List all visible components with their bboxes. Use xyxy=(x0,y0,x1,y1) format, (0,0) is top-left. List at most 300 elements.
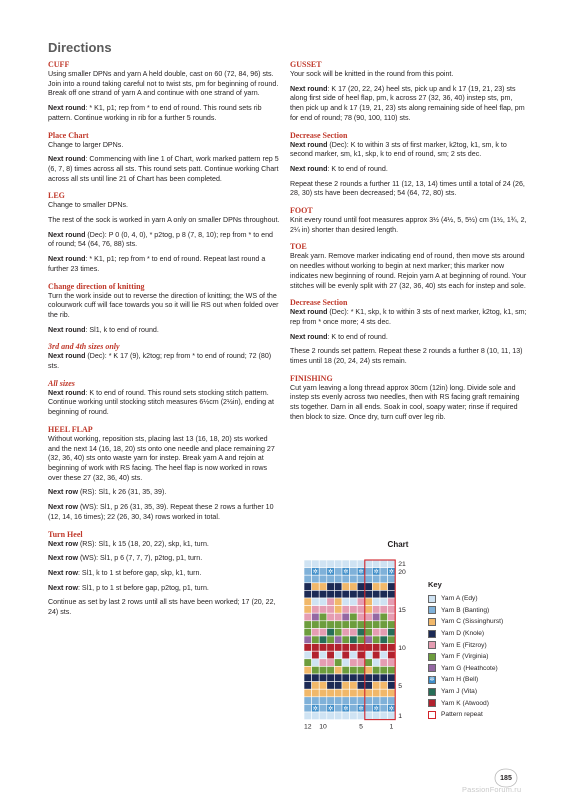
paragraph-lead: Next round xyxy=(290,164,328,173)
chart-cell xyxy=(334,644,342,652)
chart-cell-symbol: ✲ xyxy=(312,705,319,713)
chart-cell xyxy=(304,613,312,621)
chart-cell xyxy=(350,590,358,598)
chart-cell xyxy=(334,628,342,636)
section xyxy=(290,374,528,423)
chart-cell xyxy=(357,674,365,682)
chart-cell xyxy=(357,583,365,591)
chart-cell xyxy=(327,689,335,697)
chart-cell xyxy=(312,621,320,629)
chart-cell xyxy=(380,613,388,621)
chart-cell xyxy=(304,575,312,583)
key-item-label: Yarn J (Vita) xyxy=(441,688,478,696)
chart-row-label: 21 xyxy=(398,561,406,569)
paragraph xyxy=(290,165,528,175)
chart-cell xyxy=(380,666,388,674)
yarn-swatch: ✲ xyxy=(429,676,435,683)
chart-cell xyxy=(380,636,388,644)
paragraph-lead: Next round xyxy=(48,155,86,164)
chart-cell-symbol: ✲ xyxy=(388,568,395,576)
chart-cell xyxy=(372,666,380,674)
chart-cell xyxy=(372,712,380,720)
chart-cell xyxy=(388,674,396,682)
chart-cell xyxy=(380,628,388,636)
chart-cell xyxy=(380,575,388,583)
chart-cell xyxy=(388,659,396,667)
chart-cell xyxy=(304,666,312,674)
chart-cell xyxy=(342,583,350,591)
yarn-swatch xyxy=(428,630,436,638)
yarn-swatch xyxy=(428,653,436,661)
paragraph-text: : K 17 (20, 22, 24) heel sts, pick up and k 17 (19, 21, 23) sts along first side of heel flap, pm, k across 27 (32, 36, 40) instep sts, pm, then pick up and k 17 (19, 21, 23) sts along remaining side of heel flap, pm for end of round; 78 (90, 100, 110) sts. xyxy=(290,84,525,122)
chart-cell xyxy=(327,575,335,583)
chart-cell xyxy=(372,583,380,591)
paragraph-text: Change to smaller DPNs. xyxy=(48,201,129,210)
chart-cell xyxy=(350,704,358,712)
chart-cell xyxy=(372,613,380,621)
paragraph xyxy=(290,308,528,327)
chart-cell xyxy=(388,628,396,636)
chart-cell xyxy=(312,598,320,606)
section-heading: All sizes xyxy=(48,378,75,388)
chart-cell xyxy=(372,674,380,682)
chart-cell xyxy=(372,575,380,583)
paragraph-text: : * K1, p1; rep from * to end of round. This round sets rib pattern. Continue working in rib for a further 5 rounds. xyxy=(48,104,262,122)
chart-cell xyxy=(365,674,373,682)
chart-cell xyxy=(350,560,358,568)
paragraph-lead: Next row xyxy=(48,568,78,577)
chart-cell xyxy=(312,575,320,583)
chart-cell xyxy=(334,560,342,568)
chart-cell xyxy=(304,659,312,667)
chart-grid-svg xyxy=(298,558,448,748)
paragraph-lead: Next row xyxy=(48,554,78,563)
section xyxy=(48,60,280,124)
chart-cell xyxy=(380,689,388,697)
chart-cell xyxy=(327,598,335,606)
paragraph xyxy=(290,180,528,199)
chart-cell xyxy=(334,575,342,583)
key-item xyxy=(428,616,538,628)
key-item-label: Yarn F (Virginia) xyxy=(441,653,489,661)
chart-cell xyxy=(365,583,373,591)
chart-cell xyxy=(342,598,350,606)
chart-cell xyxy=(372,697,380,705)
paragraph-text: Cut yarn leaving a long thread approx 30cm (12in) long. Divide sole and instep sts evenly across two needles, then with RS facing graft remaining sts together. Darn in all ends. Soak in cool, soapy water; rinse if required then block to size. Once dry, turn cuff over leg rib. xyxy=(290,383,520,421)
chart-cell xyxy=(304,583,312,591)
chart-cell xyxy=(350,697,358,705)
chart-cell xyxy=(327,621,335,629)
chart-cell xyxy=(334,598,342,606)
key-item xyxy=(428,639,538,651)
chart-row-label: 1 xyxy=(398,713,402,721)
chart-cell xyxy=(388,606,396,614)
chart-cell xyxy=(319,682,327,690)
chart-cell xyxy=(312,583,320,591)
chart-cell xyxy=(319,613,327,621)
paragraph-lead: Next round xyxy=(290,140,328,149)
chart-cell xyxy=(388,583,396,591)
chart-cell xyxy=(334,697,342,705)
key-item xyxy=(428,651,538,663)
section-heading: CUFF xyxy=(48,60,70,69)
chart-cell xyxy=(372,659,380,667)
chart-cell xyxy=(350,583,358,591)
watermark: PassionForum.ru xyxy=(462,785,522,794)
paragraph-text: (Dec): P 0 (0, 4, 0), * p2tog, p 8 (7, 8, 10); rep from * to end of round; 54 (64, 76, 88) sts. xyxy=(48,230,274,249)
chart-cell xyxy=(319,651,327,659)
chart-cell xyxy=(380,712,388,720)
chart-cell xyxy=(304,621,312,629)
chart-cell xyxy=(365,704,373,712)
paragraph-text: : K to end of round. This round sets stocking stitch pattern. Continue working until stocking stitch measures 6½cm (2½in), ending at beginning of round. xyxy=(48,388,274,417)
chart-cell xyxy=(350,659,358,667)
chart-cell xyxy=(312,674,320,682)
section-heading: 3rd and 4th sizes only xyxy=(48,342,120,352)
key-list xyxy=(428,593,538,721)
chart-cell xyxy=(334,621,342,629)
section xyxy=(48,191,280,274)
chart-cell xyxy=(357,613,365,621)
paragraph-text: (RS): Sl1, k 26 (31, 35, 39). xyxy=(77,488,167,497)
chart-cell xyxy=(350,575,358,583)
chart-cell xyxy=(372,628,380,636)
chart-cell xyxy=(372,682,380,690)
paragraph xyxy=(48,292,280,321)
chart-cell xyxy=(334,659,342,667)
paragraph-text: : * K1, p1; rep from * to end of round. Repeat last round a further 23 times. xyxy=(48,255,266,273)
paragraph xyxy=(290,252,528,291)
paragraph xyxy=(48,155,280,184)
chart-cell xyxy=(365,628,373,636)
paragraph-text: Knit every round until foot measures approx 3½ (4½, 5, 5½) cm (1½, 1¾, 2, 2¼ in) shorter than desired length. xyxy=(290,216,527,234)
chart-cell xyxy=(342,636,350,644)
chart-cell xyxy=(342,674,350,682)
paragraph-text: Continue as set by last 2 rows until all sts have been worked; 17 (20, 22, 24) sts. xyxy=(48,598,276,617)
chart-cell xyxy=(327,636,335,644)
chart-cell xyxy=(334,583,342,591)
key-item xyxy=(428,674,538,686)
chart-cell xyxy=(350,682,358,690)
chart-cell xyxy=(327,583,335,591)
chart-cell xyxy=(334,704,342,712)
yarn-swatch xyxy=(428,606,436,614)
chart-cell xyxy=(304,628,312,636)
chart-cell xyxy=(312,682,320,690)
chart-cell xyxy=(380,704,388,712)
paragraph xyxy=(290,347,528,366)
paragraph-lead: Next round xyxy=(48,325,86,334)
chart-cell xyxy=(350,621,358,629)
section xyxy=(48,282,280,336)
key-item-label: Yarn B (Banting) xyxy=(441,606,490,614)
paragraph-text: Break yarn. Remove marker indicating end of round, then move sts around on needles without working to begin at next marker; this marker now indicates new beginning of round. Rejoin yarn A at beginning of round. Your stitches will be evenly split with 27 (32, 36, 40) sts each for instep and sole. xyxy=(290,252,527,290)
paragraph-text: (WS): Sl1, p 6 (7, 7, 7), p2tog, p1, turn. xyxy=(77,554,203,563)
paragraph-text: : K to end of round. xyxy=(327,164,388,173)
chart-cell xyxy=(372,598,380,606)
yarn-swatch xyxy=(428,641,436,649)
chart-cell xyxy=(380,598,388,606)
paragraph-text: (Dec): K to within 3 sts of first marker, k2tog, k1, sm, k to second marker, sm, k1, skp, k to end of round, sm; 2 sts dec. xyxy=(290,140,507,159)
section-heading: FINISHING xyxy=(290,373,333,383)
chart-cell xyxy=(334,590,342,598)
chart-row-label: 15 xyxy=(398,606,406,614)
chart-cell-symbol: ✲ xyxy=(358,568,364,576)
section xyxy=(48,530,280,618)
chart-cell xyxy=(357,712,365,720)
chart-cell xyxy=(312,689,320,697)
chart-cell xyxy=(304,697,312,705)
chart-cell-symbol: ✲ xyxy=(327,568,334,576)
chart-cell xyxy=(357,682,365,690)
paragraph-lead: Next round xyxy=(48,255,86,264)
chart-cell xyxy=(365,575,373,583)
paragraph xyxy=(48,352,280,371)
chart-cell xyxy=(327,659,335,667)
chart-cell xyxy=(365,697,373,705)
paragraph xyxy=(48,488,280,498)
chart-cell xyxy=(350,628,358,636)
chart-cell xyxy=(327,606,335,614)
chart-cell xyxy=(312,666,320,674)
chart-cell xyxy=(380,606,388,614)
chart-cell-symbol: ✲ xyxy=(358,705,364,713)
chart-cell xyxy=(372,651,380,659)
chart-cell-symbol: ✲ xyxy=(327,705,334,713)
chart-cell xyxy=(342,613,350,621)
key-item-label: Yarn C (Sissinghurst) xyxy=(441,618,504,626)
chart-cell xyxy=(365,590,373,598)
key-item xyxy=(428,709,538,721)
section xyxy=(290,131,528,200)
chart-cell xyxy=(372,590,380,598)
chart-cell xyxy=(342,606,350,614)
section xyxy=(290,60,528,124)
chart-cell xyxy=(357,689,365,697)
section-heading: Decrease Section xyxy=(290,298,348,308)
chart-cell xyxy=(319,621,327,629)
chart-cell xyxy=(312,613,320,621)
chart-cell xyxy=(312,659,320,667)
paragraph xyxy=(48,326,280,336)
section-heading: GUSSET xyxy=(290,60,322,69)
chart-cell xyxy=(350,644,358,652)
chart-cell xyxy=(357,651,365,659)
chart-cell xyxy=(350,606,358,614)
paragraph xyxy=(48,389,280,418)
chart-cell xyxy=(357,666,365,674)
chart-cell xyxy=(380,697,388,705)
section xyxy=(290,298,528,367)
chart-cell xyxy=(388,636,396,644)
chart-cell xyxy=(388,682,396,690)
section-heading: HEEL FLAP xyxy=(48,424,93,434)
chart-cell xyxy=(342,560,350,568)
chart-col-label: 5 xyxy=(359,723,363,731)
chart-cell xyxy=(357,636,365,644)
chart-cell xyxy=(357,621,365,629)
chart-cell-symbol: ✲ xyxy=(312,568,319,576)
key-item-label: Yarn E (Fitzroy) xyxy=(441,641,487,649)
key-title: Key xyxy=(428,580,442,589)
chart-cell xyxy=(365,636,373,644)
chart-cell xyxy=(304,598,312,606)
key-item xyxy=(428,663,538,675)
chart-cell xyxy=(350,674,358,682)
yarn-swatch xyxy=(428,664,436,672)
chart-cell xyxy=(380,621,388,629)
paragraph-lead: Next round xyxy=(290,84,328,93)
chart-cell xyxy=(319,644,327,652)
chart-cell xyxy=(388,575,396,583)
chart-cell xyxy=(334,689,342,697)
chart-cell xyxy=(304,636,312,644)
chart-cell xyxy=(312,628,320,636)
chart-cell xyxy=(312,636,320,644)
chart-cell xyxy=(304,651,312,659)
paragraph-text: Your sock will be knitted in the round from this point. xyxy=(290,70,454,78)
key-item-label: Pattern repeat xyxy=(441,711,483,719)
chart-cell xyxy=(327,628,335,636)
section xyxy=(48,425,280,523)
paragraph-lead: Next round xyxy=(48,388,86,397)
paragraph xyxy=(48,141,280,151)
chart-cell xyxy=(350,651,358,659)
section-heading: TOE xyxy=(290,242,307,252)
chart-cell xyxy=(380,651,388,659)
chart-cell xyxy=(388,666,396,674)
key-item xyxy=(428,605,538,617)
chart-key xyxy=(428,580,538,721)
chart-cell xyxy=(304,704,312,712)
chart-cell xyxy=(327,644,335,652)
paragraph xyxy=(48,231,280,250)
chart-cell xyxy=(365,659,373,667)
chart-cell xyxy=(327,651,335,659)
chart-cell-symbol: ✲ xyxy=(373,705,379,713)
paragraph-text: Using smaller DPNs and yarn A held double, cast on 60 (72, 84, 96) sts. Join into a round taking careful not to twist sts, pm for beginning of round. Break off one strand of yarn A and continue with one strand of yarn. xyxy=(48,70,279,98)
page-title: Directions xyxy=(48,40,112,55)
key-item xyxy=(428,628,538,640)
chart-cell xyxy=(312,697,320,705)
chart-cell xyxy=(372,621,380,629)
chart-cell xyxy=(372,560,380,568)
chart-col-label: 12 xyxy=(304,723,312,731)
chart-cell xyxy=(327,712,335,720)
paragraph xyxy=(48,104,280,123)
chart-cell xyxy=(365,621,373,629)
paragraph-text: (Dec): * K 17 (9), k2tog; rep from * to end of round; 72 (80) sts. xyxy=(48,352,272,371)
chart-cell xyxy=(357,606,365,614)
chart-cell xyxy=(388,697,396,705)
paragraph-text: Repeat these 2 rounds a further 11 (12, 13, 14) times until a total of 24 (26, 28, 30) sts have been decreased; 54 (64, 72, 80) sts. xyxy=(290,179,525,198)
paragraph-lead: Next row xyxy=(48,583,78,592)
paragraph xyxy=(48,554,280,564)
section-heading: LEG xyxy=(48,191,65,201)
chart-cell xyxy=(327,560,335,568)
chart-cell xyxy=(312,606,320,614)
chart-cell xyxy=(357,659,365,667)
chart-cell xyxy=(372,636,380,644)
chart-cell xyxy=(388,560,396,568)
chart-cell xyxy=(380,659,388,667)
paragraph-lead: Next round xyxy=(48,230,86,239)
section-heading: Change direction of knitting xyxy=(48,281,145,291)
chart-cell xyxy=(319,697,327,705)
chart-cell xyxy=(327,590,335,598)
paragraph-text: (RS): Sl1, k 15 (18, 20, 22), skp, k1, turn. xyxy=(77,539,209,548)
paragraph-text: (WS): Sl1, p 26 (31, 35, 39). Repeat these 2 rows a further 10 (12, 14, 16 times); 22 (26, 30, 34) rows worked in total. xyxy=(48,503,274,521)
section-heading: Decrease Section xyxy=(290,130,348,140)
paragraph-lead: Next round xyxy=(290,332,328,341)
chart-cell xyxy=(342,651,350,659)
chart-cell xyxy=(388,621,396,629)
section-heading: Place Chart xyxy=(48,130,89,140)
chart-cell xyxy=(380,682,388,690)
chart-cell xyxy=(357,575,365,583)
paragraph-lead: Next row xyxy=(48,539,78,548)
chart-cell xyxy=(365,651,373,659)
yarn-swatch xyxy=(428,699,436,707)
paragraph-text: : K to end of round. xyxy=(327,332,388,341)
chart-cell xyxy=(342,575,350,583)
paragraph xyxy=(290,85,528,124)
paragraph xyxy=(48,435,280,484)
key-item-label: Yarn K (Atwood) xyxy=(441,699,489,707)
yarn-swatch xyxy=(428,595,436,603)
chart-cell xyxy=(334,636,342,644)
chart-cell xyxy=(319,689,327,697)
chart-cell xyxy=(342,628,350,636)
chart-cell xyxy=(319,636,327,644)
chart-cell xyxy=(327,613,335,621)
right-column xyxy=(290,60,528,430)
chart-cell xyxy=(357,644,365,652)
paragraph xyxy=(290,384,528,423)
yarn-swatch xyxy=(428,688,436,696)
key-item-label: Yarn A (Edy) xyxy=(441,595,478,603)
chart-cell xyxy=(372,606,380,614)
paragraph-lead: Next round xyxy=(48,104,86,113)
chart-cell xyxy=(319,575,327,583)
paragraph-text: : Sl1, k to 1 st before gap, skp, k1, turn. xyxy=(77,568,202,577)
chart-cell xyxy=(342,659,350,667)
key-item xyxy=(428,593,538,605)
page-number-text: 185 xyxy=(500,775,512,782)
chart-cell xyxy=(365,598,373,606)
chart-cell xyxy=(319,568,327,576)
chart-cell xyxy=(327,666,335,674)
chart-cell xyxy=(319,598,327,606)
paragraph-text: Turn the work inside out to reverse the direction of knitting; the WS of the colourwork cuff will face towards you so it will lie RS out when folded over the rib. xyxy=(48,291,279,319)
chart-cell xyxy=(380,590,388,598)
chart-cell xyxy=(319,674,327,682)
chart-cell xyxy=(319,583,327,591)
paragraph-text: : Commencing with line 1 of Chart, work marked pattern rep 5 (6, 7, 8) times across all sts. This round sets patt. Continue working Chart across all sts until line 21 of Chart has been completed. xyxy=(48,155,279,183)
chart-cell xyxy=(319,606,327,614)
chart-cell xyxy=(319,666,327,674)
chart-cell xyxy=(319,712,327,720)
chart-cell xyxy=(342,621,350,629)
paragraph xyxy=(290,216,528,235)
chart-cell xyxy=(334,712,342,720)
paragraph xyxy=(290,70,528,80)
chart-cell xyxy=(319,560,327,568)
paragraph xyxy=(48,70,280,99)
paragraph-text: (Dec): * K1, skp, k to within 3 sts of next marker, k2tog, k1, sm; rep from * once more; 4 sts dec. xyxy=(290,308,527,326)
chart-cell xyxy=(342,697,350,705)
paragraph xyxy=(48,569,280,579)
